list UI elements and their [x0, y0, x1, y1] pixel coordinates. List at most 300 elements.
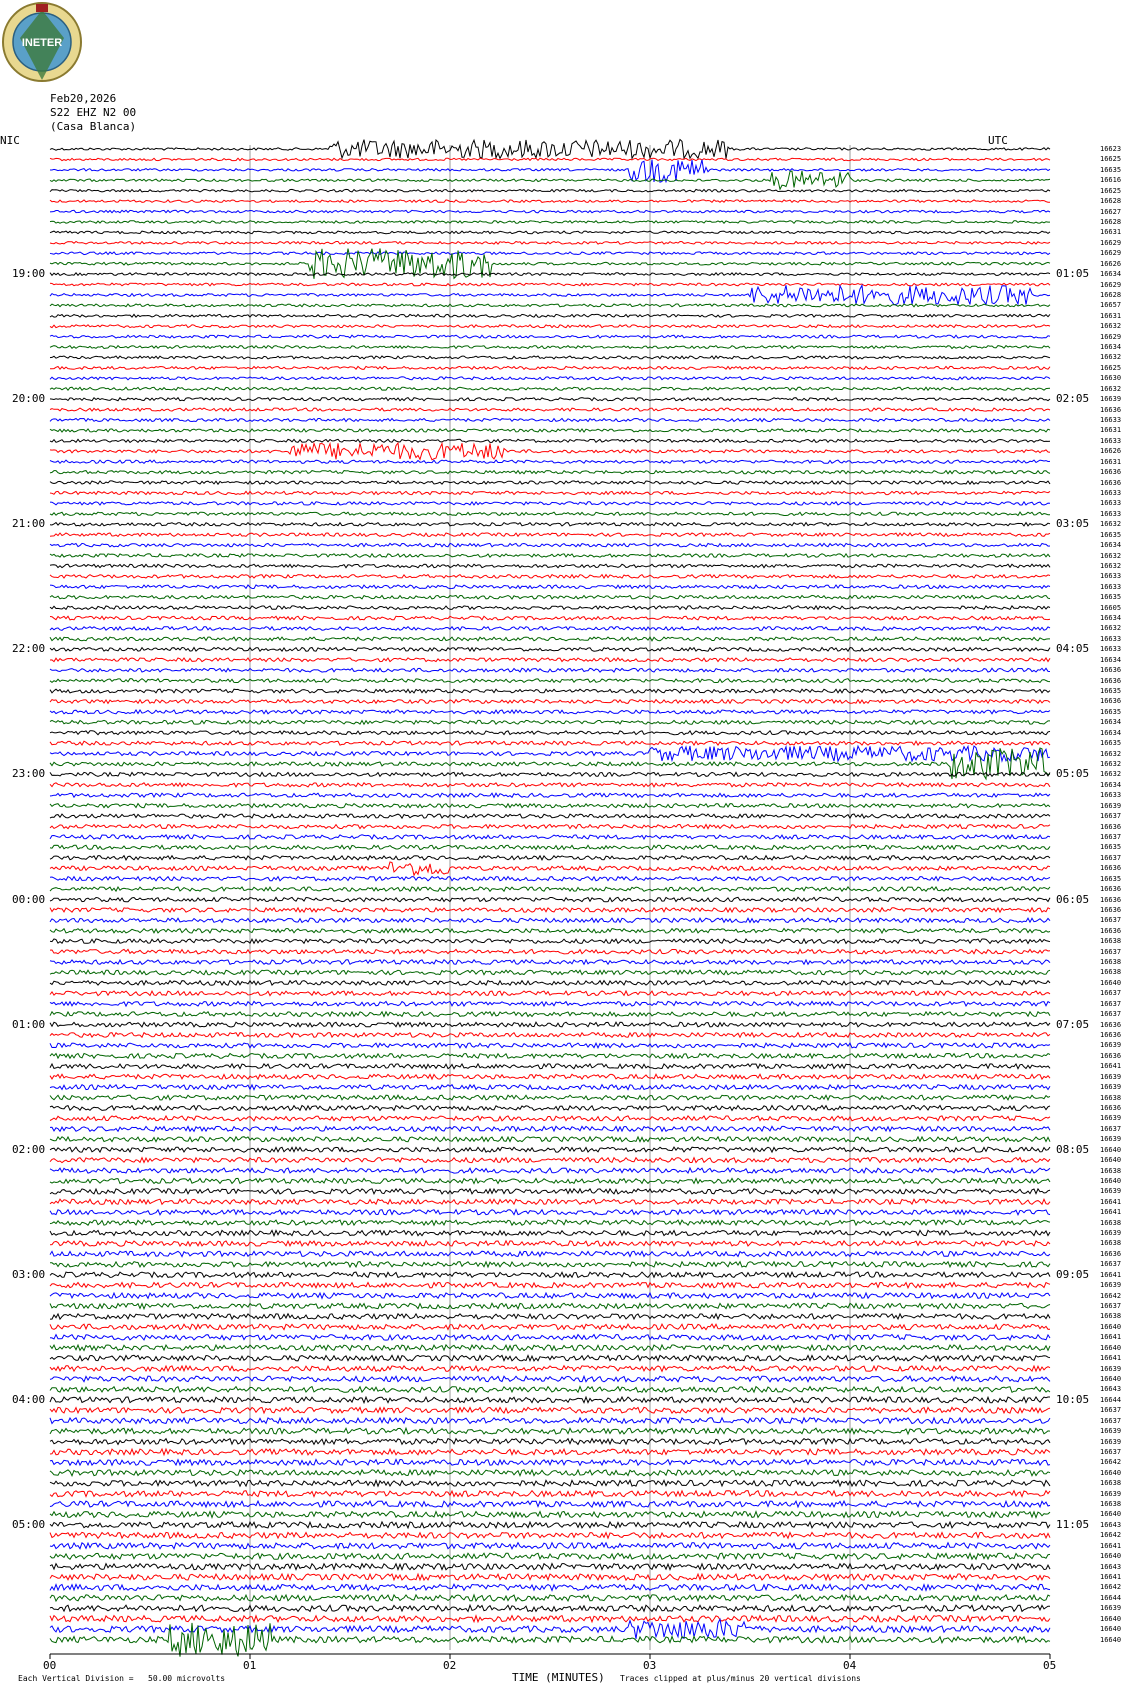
trace-count-label: 16634 — [1100, 614, 1122, 623]
seismic-trace — [50, 814, 1050, 818]
seismic-trace — [50, 387, 1050, 390]
trace-count-label: 16632 — [1100, 770, 1122, 779]
seismic-trace — [50, 1512, 1050, 1518]
trace-count-label: 16639 — [1100, 1187, 1122, 1196]
trace-count-label: 16638 — [1100, 958, 1122, 967]
x-tick-label: 03 — [643, 1659, 657, 1672]
seismic-trace — [50, 1168, 1050, 1173]
trace-count-label: 16637 — [1100, 1260, 1122, 1269]
seismic-trace — [50, 1522, 1050, 1528]
seismic-trace — [50, 1619, 1050, 1639]
trace-count-label: 16632 — [1100, 520, 1122, 529]
left-timezone-label: NIC — [0, 134, 20, 147]
x-tick-label: 02 — [443, 1659, 457, 1672]
trace-count-label: 16639 — [1100, 1437, 1122, 1446]
trace-count-label: 16639 — [1100, 1114, 1122, 1123]
seismic-trace — [50, 1366, 1050, 1372]
seismic-trace — [50, 929, 1050, 934]
seismic-trace — [50, 377, 1050, 380]
seismic-trace — [50, 627, 1050, 631]
plot-date: Feb20,2026 — [50, 92, 117, 105]
seismic-trace — [50, 1418, 1050, 1424]
right-hour-label: 06:05 — [1056, 892, 1090, 906]
seismic-trace — [50, 575, 1050, 579]
seismic-trace — [50, 887, 1050, 891]
seismic-trace — [50, 1564, 1050, 1570]
seismic-trace — [50, 1595, 1050, 1601]
seismic-trace — [50, 1126, 1050, 1131]
right-hour-label: 10:05 — [1056, 1392, 1090, 1406]
seismic-trace — [50, 991, 1050, 996]
seismic-trace — [50, 970, 1050, 975]
trace-count-label: 16641 — [1100, 1333, 1122, 1342]
seismic-trace — [50, 908, 1050, 912]
trace-count-label: 16626 — [1100, 259, 1122, 268]
seismic-trace — [50, 533, 1050, 536]
left-hour-label: 03:00 — [12, 1267, 46, 1281]
seismic-trace — [50, 1553, 1050, 1559]
trace-count-label: 16632 — [1100, 759, 1122, 768]
x-tick-label: 05 — [1043, 1659, 1057, 1672]
right-hour-label: 02:05 — [1056, 392, 1090, 406]
seismic-trace — [50, 1574, 1050, 1580]
trace-count-label: 16638 — [1100, 1479, 1122, 1488]
seismic-trace — [50, 1293, 1050, 1298]
right-hour-label: 05:05 — [1056, 767, 1090, 781]
seismic-trace — [50, 1303, 1050, 1309]
trace-count-label: 16636 — [1100, 1249, 1122, 1258]
trace-count-label: 16636 — [1100, 676, 1122, 685]
trace-count-label: 16643 — [1100, 1520, 1122, 1529]
seismic-trace — [50, 585, 1050, 589]
x-tick-label: 00 — [43, 1659, 57, 1672]
trace-count-label: 16632 — [1100, 551, 1122, 560]
trace-count-label: 16637 — [1100, 989, 1122, 998]
seismic-trace — [50, 158, 1050, 160]
right-timezone-label: UTC — [988, 134, 1008, 147]
seismic-trace — [50, 1064, 1050, 1069]
trace-count-label: 16636 — [1100, 1020, 1122, 1029]
trace-count-label: 16641 — [1100, 1270, 1122, 1279]
trace-count-label: 16635 — [1100, 530, 1122, 539]
trace-count-label: 16638 — [1100, 1093, 1122, 1102]
seismic-trace — [50, 746, 1050, 761]
trace-count-label: 16637 — [1100, 853, 1122, 862]
trace-count-label: 16632 — [1100, 561, 1122, 570]
seismic-trace — [50, 221, 1050, 224]
seismic-trace — [50, 845, 1050, 849]
seismic-trace — [50, 200, 1050, 203]
seismic-trace — [50, 366, 1050, 369]
right-hour-label: 04:05 — [1056, 642, 1090, 656]
trace-count-label: 16640 — [1100, 1468, 1122, 1477]
seismic-trace — [50, 1397, 1050, 1403]
seismic-trace — [50, 897, 1050, 901]
left-hour-label: 02:00 — [12, 1142, 46, 1156]
left-hour-label: 22:00 — [12, 642, 46, 656]
clip-note: Traces clipped at plus/minus 20 vertical divisions — [620, 1674, 861, 1683]
trace-count-label: 16639 — [1100, 1072, 1122, 1081]
seismic-trace — [50, 710, 1050, 714]
trace-count-label: 16634 — [1100, 728, 1122, 737]
right-hour-label: 07:05 — [1056, 1017, 1090, 1031]
seismic-trace — [50, 1012, 1050, 1017]
seismic-trace — [50, 1387, 1050, 1393]
seismic-trace — [50, 1054, 1050, 1059]
left-hour-label: 20:00 — [12, 392, 46, 406]
trace-count-label: 16637 — [1100, 1406, 1122, 1415]
seismic-trace — [50, 1480, 1050, 1486]
trace-count-label: 16637 — [1100, 1302, 1122, 1311]
trace-count-label: 16639 — [1100, 1083, 1122, 1092]
seismic-trace — [50, 273, 1050, 276]
trace-count-label: 16636 — [1100, 697, 1122, 706]
trace-count-label: 16641 — [1100, 1208, 1122, 1217]
trace-count-label: 16616 — [1100, 176, 1122, 185]
trace-count-label: 16639 — [1100, 1364, 1122, 1373]
trace-count-label: 16636 — [1100, 478, 1122, 487]
right-hour-label: 01:05 — [1056, 267, 1090, 281]
seismic-trace — [50, 460, 1050, 463]
trace-count-label: 16633 — [1100, 436, 1122, 445]
trace-count-label: 16634 — [1100, 718, 1122, 727]
seismic-trace — [50, 1470, 1050, 1476]
trace-count-label: 16625 — [1100, 155, 1122, 164]
seismic-trace — [50, 398, 1050, 401]
seismic-trace — [50, 960, 1050, 965]
trace-count-label: 16637 — [1100, 1447, 1122, 1456]
trace-count-label: 16605 — [1100, 603, 1122, 612]
trace-count-label: 16638 — [1100, 1500, 1122, 1509]
trace-count-label: 16634 — [1100, 343, 1122, 352]
seismic-trace — [50, 1147, 1050, 1152]
seismic-trace — [50, 502, 1050, 505]
trace-count-label: 16633 — [1100, 416, 1122, 424]
trace-count-label: 16639 — [1100, 1489, 1122, 1498]
seismic-trace — [50, 772, 1050, 776]
trace-count-label: 16627 — [1100, 207, 1122, 216]
seismic-trace — [50, 595, 1050, 599]
trace-count-label: 16637 — [1100, 916, 1122, 925]
trace-count-label: 16639 — [1100, 1281, 1122, 1290]
trace-count-label: 16637 — [1100, 832, 1122, 841]
seismic-trace — [50, 1345, 1050, 1351]
trace-count-label: 16640 — [1100, 1156, 1122, 1165]
trace-count-label: 16640 — [1100, 1625, 1122, 1634]
trace-count-label: 16636 — [1100, 405, 1122, 414]
seismic-trace — [50, 140, 1050, 159]
trace-count-label: 16635 — [1100, 739, 1122, 748]
seismic-trace — [50, 783, 1050, 787]
right-hour-label: 09:05 — [1056, 1267, 1090, 1281]
seismic-trace — [50, 419, 1050, 422]
trace-count-label: 16639 — [1100, 1135, 1122, 1144]
trace-count-label: 16632 — [1100, 749, 1122, 758]
seismic-trace — [50, 918, 1050, 923]
trace-count-label: 16633 — [1100, 791, 1122, 800]
trace-count-label: 16640 — [1100, 1176, 1122, 1185]
seismic-trace — [50, 314, 1050, 317]
trace-count-label: 16628 — [1100, 217, 1122, 226]
scale-note: Each Vertical Division = 50.00 microvolts — [18, 1674, 226, 1683]
seismic-trace — [50, 1137, 1050, 1142]
seismic-trace — [50, 741, 1050, 745]
trace-count-label: 16638 — [1100, 1239, 1122, 1248]
trace-count-label: 16640 — [1100, 1145, 1122, 1154]
seismic-trace — [50, 1543, 1050, 1549]
trace-count-label: 16638 — [1100, 1166, 1122, 1175]
seismic-trace — [50, 1491, 1050, 1497]
trace-count-label: 16632 — [1100, 322, 1122, 331]
trace-count-label: 16633 — [1100, 572, 1122, 581]
seismic-trace — [50, 189, 1050, 192]
trace-count-label: 16637 — [1100, 1010, 1122, 1019]
trace-count-label: 16636 — [1100, 666, 1122, 675]
seismic-trace — [50, 1605, 1050, 1611]
seismic-trace — [50, 804, 1050, 808]
trace-count-label: 16629 — [1100, 332, 1122, 341]
trace-count-label: 16628 — [1100, 290, 1122, 299]
seismic-trace — [50, 554, 1050, 558]
right-hour-label: 08:05 — [1056, 1142, 1090, 1156]
seismic-trace — [50, 648, 1050, 652]
trace-count-label: 16642 — [1100, 1458, 1122, 1467]
trace-count-label: 16633 — [1100, 634, 1122, 643]
trace-count-label: 16623 — [1100, 145, 1122, 153]
seismic-trace — [50, 658, 1050, 662]
trace-count-label: 16628 — [1100, 197, 1122, 206]
trace-count-label: 16625 — [1100, 186, 1122, 195]
seismic-trace — [50, 1158, 1050, 1163]
seismic-trace — [50, 1178, 1050, 1183]
trace-count-label: 16641 — [1100, 1354, 1122, 1363]
seismic-trace — [50, 606, 1050, 610]
trace-count-label: 16634 — [1100, 780, 1122, 789]
trace-count-label: 16636 — [1100, 1031, 1122, 1039]
seismic-trace — [50, 824, 1050, 828]
trace-count-label: 16640 — [1100, 1552, 1122, 1561]
trace-count-label: 16640 — [1100, 1374, 1122, 1383]
seismic-trace — [50, 564, 1050, 568]
seismic-trace — [50, 939, 1050, 943]
trace-count-label: 16636 — [1100, 905, 1122, 914]
trace-count-label: 16636 — [1100, 468, 1122, 477]
seismic-trace — [50, 616, 1050, 620]
trace-count-label: 16633 — [1100, 509, 1122, 518]
trace-count-label: 16640 — [1100, 1322, 1122, 1331]
trace-count-label: 16637 — [1100, 999, 1122, 1008]
left-hour-label: 19:00 — [12, 267, 46, 281]
seismic-trace — [50, 1335, 1050, 1341]
trace-count-label: 16639 — [1100, 1427, 1122, 1436]
seismic-trace — [50, 543, 1050, 546]
seismic-trace — [50, 1241, 1050, 1246]
trace-count-label: 16632 — [1100, 624, 1122, 633]
seismic-trace — [50, 1459, 1050, 1465]
seismic-trace — [50, 356, 1050, 359]
trace-count-label: 16640 — [1100, 1635, 1122, 1644]
seismic-trace — [50, 856, 1050, 860]
seismic-trace — [50, 1623, 1050, 1657]
seismic-trace — [50, 512, 1050, 515]
trace-count-label: 16631 — [1100, 228, 1122, 237]
trace-count-label: 16643 — [1100, 1562, 1122, 1571]
seismic-trace — [50, 981, 1050, 986]
left-hour-label: 05:00 — [12, 1517, 46, 1531]
seismic-trace — [50, 1501, 1050, 1507]
left-hour-label: 04:00 — [12, 1392, 46, 1406]
channel-id: S22 EHZ N2 00 — [50, 106, 137, 119]
seismic-trace — [50, 231, 1050, 234]
trace-count-label: 16635 — [1100, 687, 1122, 696]
seismic-trace — [50, 793, 1050, 797]
trace-count-label: 16626 — [1100, 447, 1122, 456]
seismic-trace — [50, 252, 1050, 255]
seismic-trace — [50, 1251, 1050, 1256]
seismic-trace — [50, 210, 1050, 213]
seismic-trace — [50, 523, 1050, 526]
seismic-trace — [50, 835, 1050, 839]
seismic-trace — [50, 1324, 1050, 1330]
trace-count-label: 16640 — [1100, 1510, 1122, 1519]
trace-count-label: 16642 — [1100, 1531, 1122, 1540]
seismic-trace — [50, 429, 1050, 432]
seismic-trace — [50, 1449, 1050, 1455]
seismic-trace — [50, 443, 1050, 460]
seismic-trace — [50, 949, 1050, 954]
trace-count-label: 16638 — [1100, 937, 1122, 946]
seismic-trace — [50, 481, 1050, 484]
trace-count-label: 16636 — [1100, 822, 1122, 831]
seismic-trace — [50, 1230, 1050, 1235]
seismic-trace — [50, 637, 1050, 641]
seismic-trace — [50, 1355, 1050, 1361]
seismic-trace — [50, 1116, 1050, 1121]
seismic-trace — [50, 171, 1050, 189]
left-hour-label: 23:00 — [12, 767, 46, 781]
seismic-trace — [50, 1376, 1050, 1382]
seismic-trace — [50, 1022, 1050, 1027]
trace-count-label: 16635 — [1100, 874, 1122, 883]
trace-count-label: 16635 — [1100, 593, 1122, 602]
trace-count-label: 16637 — [1100, 1124, 1122, 1133]
trace-count-label: 16638 — [1100, 1312, 1122, 1321]
seismic-trace — [50, 283, 1050, 286]
trace-count-label: 16640 — [1100, 1343, 1122, 1352]
trace-count-label: 16635 — [1100, 165, 1122, 174]
seismic-trace — [50, 731, 1050, 735]
right-hour-label: 03:05 — [1056, 517, 1090, 531]
seismic-trace — [50, 1272, 1050, 1277]
seismic-trace — [50, 720, 1050, 724]
seismic-trace — [50, 689, 1050, 693]
trace-count-label: 16641 — [1100, 1062, 1122, 1071]
seismic-trace — [50, 285, 1050, 304]
trace-count-label: 16636 — [1100, 864, 1122, 873]
trace-count-label: 16642 — [1100, 1583, 1122, 1592]
trace-count-label: 16638 — [1100, 1218, 1122, 1227]
seismic-trace — [50, 1106, 1050, 1111]
trace-count-label: 16644 — [1100, 1593, 1122, 1602]
left-hour-label: 01:00 — [12, 1017, 46, 1031]
trace-count-label: 16641 — [1100, 1573, 1122, 1582]
trace-count-label: 16636 — [1100, 885, 1122, 894]
trace-count-label: 16642 — [1100, 1291, 1122, 1300]
left-hour-label: 21:00 — [12, 517, 46, 531]
seismic-trace — [50, 1439, 1050, 1445]
x-axis-title: TIME (MINUTES) — [512, 1671, 605, 1684]
trace-count-label: 16636 — [1100, 1051, 1122, 1060]
seismic-trace — [50, 1428, 1050, 1434]
trace-count-label: 16629 — [1100, 249, 1122, 258]
trace-count-label: 16633 — [1100, 488, 1122, 497]
trace-count-label: 16636 — [1100, 926, 1122, 935]
trace-count-label: 16638 — [1100, 968, 1122, 977]
trace-count-label: 16631 — [1100, 426, 1122, 435]
trace-count-label: 16636 — [1100, 1103, 1122, 1112]
trace-count-label: 16633 — [1100, 645, 1122, 654]
trace-count-label: 16629 — [1100, 238, 1122, 247]
trace-count-label: 16639 — [1100, 801, 1122, 810]
trace-count-label: 16639 — [1100, 1229, 1122, 1238]
trace-count-label: 16644 — [1100, 1395, 1122, 1404]
seismic-trace — [50, 1001, 1050, 1006]
trace-count-label: 16641 — [1100, 1541, 1122, 1550]
seismic-trace — [50, 1616, 1050, 1622]
seismic-trace — [50, 679, 1050, 683]
seismic-trace — [50, 1314, 1050, 1320]
trace-count-label: 16636 — [1100, 895, 1122, 904]
trace-count-label: 16633 — [1100, 499, 1122, 508]
trace-count-label: 16632 — [1100, 384, 1122, 393]
trace-count-label: 16639 — [1100, 395, 1122, 404]
seismic-trace — [50, 335, 1050, 338]
seismic-trace — [50, 1407, 1050, 1413]
trace-count-label: 16634 — [1100, 270, 1122, 279]
trace-count-label: 16632 — [1100, 353, 1122, 362]
trace-count-label: 16634 — [1100, 541, 1122, 550]
trace-count-label: 16631 — [1100, 311, 1122, 320]
seismic-trace — [50, 491, 1050, 494]
seismic-trace — [50, 1262, 1050, 1267]
seismic-trace — [50, 1033, 1050, 1038]
trace-count-label: 16640 — [1100, 1614, 1122, 1623]
trace-count-label: 16634 — [1100, 655, 1122, 664]
station-name: (Casa Blanca) — [50, 120, 137, 133]
trace-count-label: 16625 — [1100, 363, 1122, 372]
seismic-trace — [50, 1584, 1050, 1590]
trace-count-label: 16631 — [1100, 457, 1122, 466]
seismic-trace — [50, 1532, 1050, 1538]
trace-count-label: 16629 — [1100, 280, 1122, 289]
trace-count-label: 16639 — [1100, 1604, 1122, 1613]
x-tick-label: 01 — [243, 1659, 257, 1672]
seismic-trace — [50, 877, 1050, 881]
trace-count-label: 16637 — [1100, 947, 1122, 956]
seismic-trace — [50, 408, 1050, 411]
seismic-trace — [50, 1095, 1050, 1100]
trace-count-label: 16635 — [1100, 707, 1122, 716]
seismic-trace — [50, 439, 1050, 442]
trace-count-label: 16657 — [1100, 301, 1122, 310]
trace-count-label: 16633 — [1100, 582, 1122, 591]
trace-count-label: 16637 — [1100, 812, 1122, 821]
seismic-trace — [50, 325, 1050, 328]
trace-count-label: 16643 — [1100, 1385, 1122, 1394]
seismic-trace — [50, 1074, 1050, 1079]
trace-count-label: 16639 — [1100, 1041, 1122, 1050]
seismic-trace — [50, 1043, 1050, 1048]
